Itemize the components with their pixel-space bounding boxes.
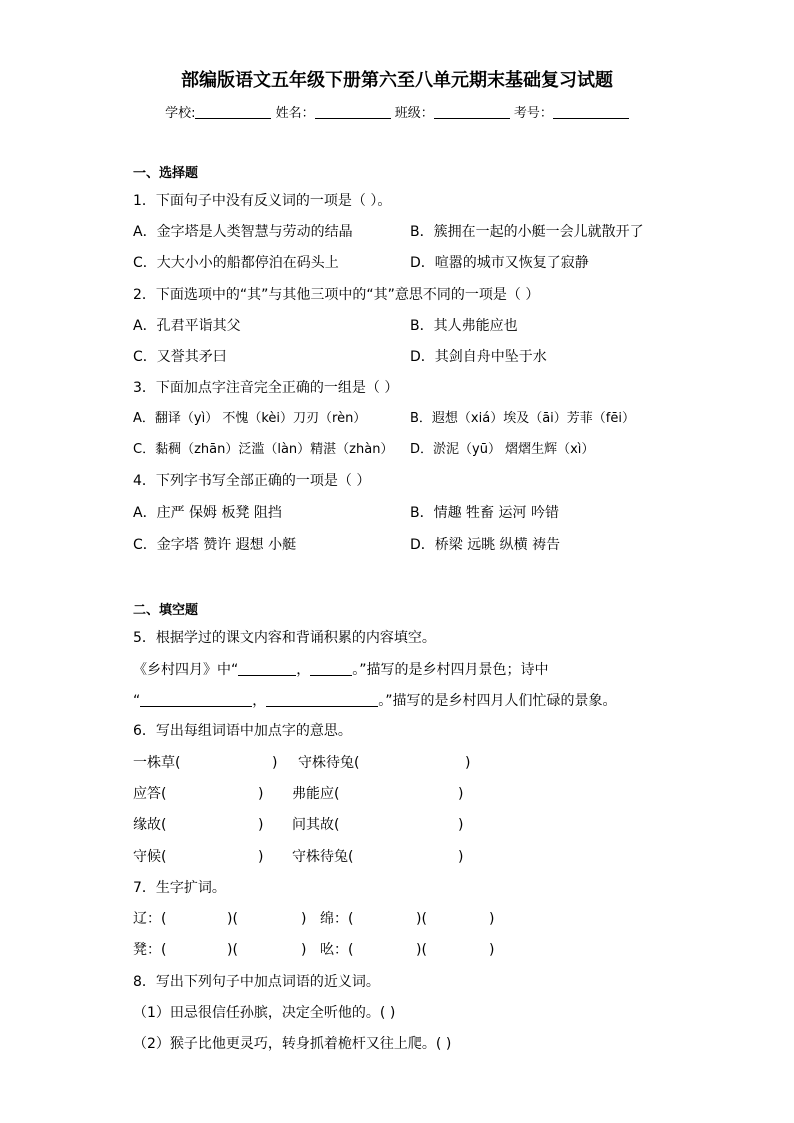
q6-row-3-word-2: 问其故( [292,817,340,833]
section-heading-choice: 一、选择题 [133,166,199,181]
exam-no-blank[interactable] [553,106,629,119]
question-2-stem: 2．下面选项中的“其”与其他三项中的“其”意思不同的一项是（ ） [133,287,540,303]
q5-line1-mid: ， [296,662,311,678]
q6-row-2-word-1: 应答( [133,786,167,802]
q5-line1-pre: 《乡村四月》中“ [133,662,239,678]
question-3-option-d[interactable]: D．淤泥（yū） 熠熠生辉（xì） [410,442,595,457]
q8-sentence-2[interactable]: （2）猴子比他更灵巧，转身抓着桅杆又往上爬。( ) [133,1036,452,1052]
name-label: 姓名： [275,106,315,121]
exam-no-label: 考号： [513,106,553,121]
q7-row-2-close-2[interactable]: ) [489,942,495,958]
q6-row-3-close-2[interactable]: ) [458,817,464,833]
q5-blank-2[interactable] [310,662,352,676]
q5-blank-3[interactable] [140,693,252,707]
q7-row-2-char-2: 吆：( [320,942,354,958]
q6-row-4-close-2[interactable]: ) [458,849,464,865]
question-3-option-a[interactable]: A．翻译（yì） 不愧（kèi）刀刃（rèn） [133,411,367,426]
q6-row-1-word-1: 一株草( [133,755,181,771]
q7-row-2-close-1[interactable]: ) [301,942,307,958]
name-blank[interactable] [315,106,391,119]
question-3-option-b[interactable]: B．遐想（xiá）埃及（āi）芳菲（fēi） [410,411,635,426]
question-4-option-d[interactable]: D．桥梁 远眺 纵横 祷告 [410,537,561,553]
q7-row-2-mid-1[interactable]: )( [227,942,238,958]
q7-row-2-mid-2[interactable]: )( [416,942,427,958]
q8-sentence-1[interactable]: （1）田忌很信任孙膑，决定全听他的。( ) [133,1005,396,1021]
question-2-option-b[interactable]: B．其人弗能应也 [410,318,518,334]
q5-line2-post: 。”描写的是乡村四月人们忙碌的景象。 [378,693,617,709]
q7-row-2-char-1: 凳：( [133,942,167,958]
q5-line2-mid: ， [252,693,267,709]
student-info-line [0,106,794,120]
school-label: 学校: [165,106,196,121]
question-4-stem: 4．下列字书写全部正确的一项是（ ） [133,473,371,489]
q5-blank-4[interactable] [266,693,378,707]
question-7-stem: 7．生字扩词。 [133,880,226,896]
question-5-line-1 [133,662,549,677]
q6-row-1-word-2: 守株待兔( [298,755,360,771]
question-4-option-b[interactable]: B．情趣 牲畜 运河 吟错 [410,505,559,521]
q6-row-4-close-1[interactable]: ) [258,849,264,865]
q5-line1-post: 。”描写的是乡村四月景色；诗中 [352,662,549,678]
q7-row-1-close-2[interactable]: ) [489,911,495,927]
question-1-option-c[interactable]: C．大大小小的船都停泊在码头上 [133,255,339,271]
question-6-stem: 6．写出每组词语中加点字的意思。 [133,723,352,739]
q7-row-1-mid-2[interactable]: )( [416,911,427,927]
q5-line2-pre: “ [133,693,141,709]
q6-row-4-word-2: 守株待兔( [292,849,354,865]
q6-row-3-close-1[interactable]: ) [258,817,264,833]
question-2-option-a[interactable]: A．孔君平诣其父 [133,318,241,334]
question-5-stem: 5．根据学过的课文内容和背诵积累的内容填空。 [133,630,436,646]
question-2-option-c[interactable]: C．又誉其矛曰 [133,349,227,365]
school-blank[interactable] [195,106,271,119]
question-4-option-a[interactable]: A．庄严 保姆 板凳 阻挡 [133,505,282,521]
question-1-option-d[interactable]: D．喧嚣的城市又恢复了寂静 [410,255,589,271]
question-5-line-2 [133,693,617,708]
question-8-stem: 8．写出下列句子中加点词语的近义词。 [133,974,380,990]
question-1-stem: 1．下面句子中没有反义词的一项是（ ）。 [133,193,392,209]
q6-row-3-word-1: 缘故( [133,817,167,833]
q7-row-1-char-2: 绵：( [320,911,354,927]
question-4-option-c[interactable]: C．金字塔 赞许 遐想 小艇 [133,537,297,553]
question-3-stem: 3．下面加点字注音完全正确的一组是（ ） [133,380,399,396]
q7-row-1-char-1: 辽：( [133,911,167,927]
question-3-option-c[interactable]: C．黏稠（zhān）泛滥（làn）精湛（zhàn） [133,442,394,457]
q6-row-2-close-2[interactable]: ) [458,786,464,802]
class-label: 班级： [394,106,434,121]
question-1-option-b[interactable]: B．簇拥在一起的小艇一会儿就散开了 [410,224,644,240]
question-2-option-d[interactable]: D．其剑自舟中坠于水 [410,349,547,365]
q7-row-1-mid-1[interactable]: )( [227,911,238,927]
page-title: 部编版语文五年级下册第六至八单元期末基础复习试题 [181,70,613,91]
q6-row-1-close-1[interactable]: ) [272,755,278,771]
q6-row-2-close-1[interactable]: ) [258,786,264,802]
class-blank[interactable] [434,106,510,119]
q5-blank-1[interactable] [238,662,296,676]
q6-row-1-close-2[interactable]: ) [465,755,471,771]
section-heading-fill: 二、填空题 [133,603,199,618]
q6-row-2-word-2: 弗能应( [292,786,340,802]
q6-row-4-word-1: 守候( [133,849,167,865]
q7-row-1-close-1[interactable]: ) [301,911,307,927]
question-1-option-a[interactable]: A．金字塔是人类智慧与劳动的结晶 [133,224,353,240]
